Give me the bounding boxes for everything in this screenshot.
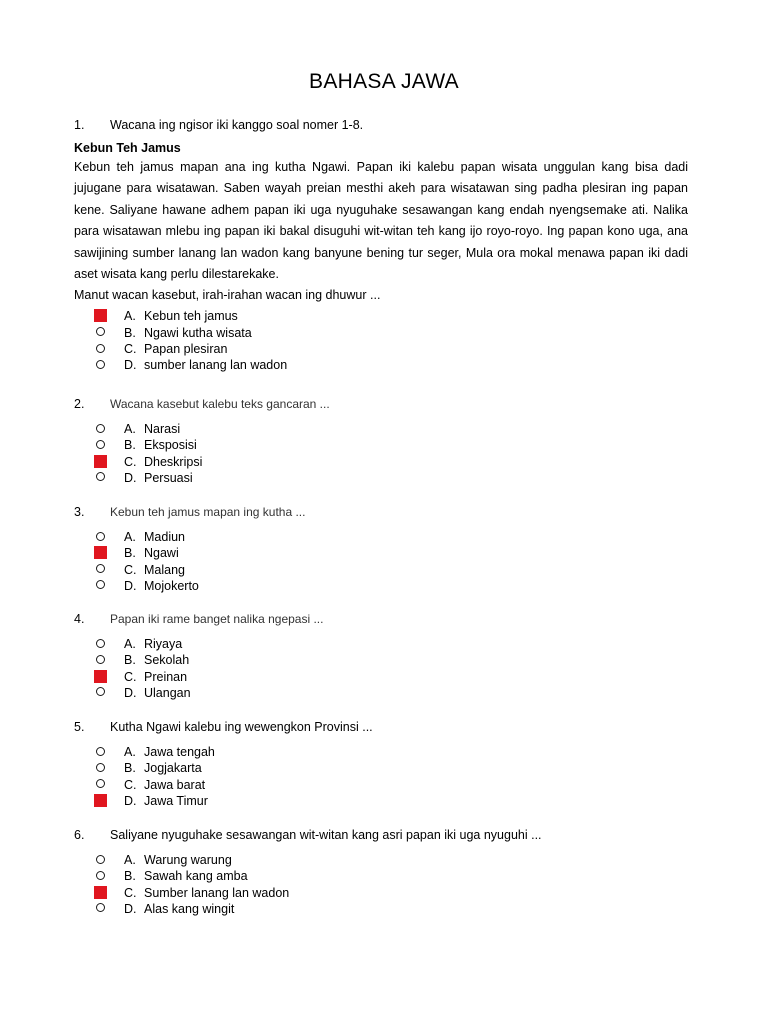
option-text: Alas kang wingit <box>144 901 235 916</box>
option-text: Warung warung <box>144 853 232 867</box>
radio-circle-icon <box>96 327 105 336</box>
answer-option[interactable] <box>74 793 688 809</box>
option-letter: B. <box>124 325 136 340</box>
option-text: Ngawi <box>144 546 179 561</box>
question-4 <box>74 612 688 701</box>
question-number: 3. <box>74 505 85 519</box>
question-header <box>74 505 688 523</box>
radio-circle-icon <box>96 472 105 481</box>
answer-option[interactable] <box>74 669 688 685</box>
question-text: Papan iki rame banget nalika ngepasi ... <box>110 612 324 626</box>
question-prompt: Manut wacan kasebut, irah-irahan wacan ing dhuwur ... <box>74 288 381 303</box>
option-letter: C. <box>124 562 137 577</box>
option-text: Kebun teh jamus <box>144 309 238 324</box>
radio-circle-icon <box>96 344 105 353</box>
question-number: 5. <box>74 720 85 734</box>
answer-option[interactable] <box>74 852 688 868</box>
radio-circle-icon <box>96 779 105 788</box>
option-letter: D. <box>124 578 137 593</box>
option-text: Persuasi <box>144 470 193 485</box>
option-text: sumber lanang lan wadon <box>144 358 288 373</box>
option-letter: D. <box>124 685 137 700</box>
selected-marker-icon <box>94 455 107 468</box>
answer-options <box>74 421 688 486</box>
radio-circle-icon <box>96 440 105 449</box>
question-2 <box>74 397 688 486</box>
radio-circle-icon <box>96 532 105 541</box>
option-text: Malang <box>144 562 185 577</box>
radio-circle-icon <box>96 639 105 648</box>
radio-circle-icon <box>96 871 105 880</box>
option-text: Ulangan <box>144 685 191 700</box>
option-letter: A. <box>124 309 136 324</box>
answer-option[interactable] <box>74 744 688 760</box>
option-letter: D. <box>124 470 137 485</box>
option-text: Riyaya <box>144 637 183 651</box>
passage-title: Kebun Teh Jamus <box>74 141 181 155</box>
option-letter: D. <box>124 793 137 808</box>
answer-option[interactable] <box>74 437 688 453</box>
answer-option[interactable] <box>74 454 688 470</box>
page-title: BAHASA JAWA <box>309 70 459 93</box>
option-letter: B. <box>124 761 136 776</box>
question-6 <box>74 828 688 917</box>
option-letter: C. <box>124 342 137 357</box>
answer-option[interactable] <box>74 562 688 578</box>
question-text: Saliyane nyuguhake sesawangan wit-witan kang asri papan iki uga nyuguhi ... <box>110 828 542 842</box>
answer-option[interactable] <box>74 885 688 901</box>
radio-circle-icon <box>96 580 105 589</box>
question-number: 6. <box>74 828 85 842</box>
option-letter: C. <box>124 454 137 469</box>
option-letter: C. <box>124 777 137 792</box>
option-letter: B. <box>124 438 136 453</box>
answer-option[interactable] <box>74 901 688 917</box>
question-header <box>74 118 688 136</box>
selected-marker-icon <box>94 794 107 807</box>
question-1 <box>74 118 688 374</box>
question-5 <box>74 720 688 809</box>
radio-circle-icon <box>96 747 105 756</box>
question-header <box>74 612 688 630</box>
answer-option[interactable] <box>74 341 688 357</box>
answer-option[interactable] <box>74 636 688 652</box>
option-letter: A. <box>124 422 136 436</box>
option-letter: C. <box>124 669 137 684</box>
option-text: Dheskripsi <box>144 454 203 469</box>
option-text: Sawah kang amba <box>144 869 248 884</box>
option-letter: A. <box>124 853 136 867</box>
answer-option[interactable] <box>74 777 688 793</box>
option-text: Mojokerto <box>144 578 199 593</box>
answer-option[interactable] <box>74 578 688 594</box>
question-text: Kutha Ngawi kalebu ing wewengkon Provinsi ... <box>110 720 373 734</box>
question-number: 2. <box>74 397 85 411</box>
question-text: Wacana ing ngisor iki kanggo soal nomer 1-8. <box>110 118 364 132</box>
passage-text: Kebun teh jamus mapan ana ing kutha Ngawi. Papan iki kalebu papan wisata unggulan kang bisa dadi jujugane para wisatawan. Saben wayah preian mesthi akeh para wisatawan sing padha plesiran ing papan kene. Saliyane hawane adhem papan iki uga nyuguhake sesawangan kang endah nyengsemake ati. Nalika para wisatawan mlebu ing papan iki bakal disuguhi wit-witan teh kang ijo royo-royo. Ing papan kono uga, ana sawijining sumber lanang lan wadon kang banyune bening tur seger, Mula ora mokal menawa papan iki dadi aset wisata kang perlu dilestarekake. <box>74 160 688 282</box>
option-text: Jawa barat <box>144 777 206 792</box>
answer-option[interactable] <box>74 545 688 561</box>
answer-options <box>74 744 688 809</box>
answer-option[interactable] <box>74 685 688 701</box>
option-letter: A. <box>124 637 136 651</box>
question-header <box>74 720 688 738</box>
option-text: Eksposisi <box>144 438 197 453</box>
answer-option[interactable] <box>74 470 688 486</box>
answer-option[interactable] <box>74 421 688 437</box>
selected-marker-icon <box>94 670 107 683</box>
answer-option[interactable] <box>74 325 688 341</box>
question-number: 1. <box>74 118 85 132</box>
answer-option[interactable] <box>74 308 688 324</box>
answer-options <box>74 636 688 701</box>
radio-circle-icon <box>96 763 105 772</box>
option-text: Jogjakarta <box>144 761 202 776</box>
answer-options <box>74 308 688 373</box>
radio-circle-icon <box>96 564 105 573</box>
radio-circle-icon <box>96 855 105 864</box>
radio-circle-icon <box>96 655 105 664</box>
answer-options <box>74 529 688 594</box>
option-text: Preinan <box>144 669 188 684</box>
question-text: Kebun teh jamus mapan ing kutha ... <box>110 505 306 519</box>
radio-circle-icon <box>96 903 105 912</box>
answer-option[interactable] <box>74 652 688 668</box>
answer-option[interactable] <box>74 529 688 545</box>
option-letter: B. <box>124 546 136 561</box>
option-letter: A. <box>124 530 136 544</box>
option-text: Jawa tengah <box>144 745 215 759</box>
answer-option[interactable] <box>74 760 688 776</box>
answer-option[interactable] <box>74 868 688 884</box>
question-text: Wacana kasebut kalebu teks gancaran ... <box>110 397 330 411</box>
option-letter: B. <box>124 869 136 884</box>
selected-marker-icon <box>94 886 107 899</box>
question-header <box>74 397 688 415</box>
option-letter: C. <box>124 885 137 900</box>
option-letter: D. <box>124 358 137 373</box>
question-header <box>74 828 688 846</box>
radio-circle-icon <box>96 360 105 369</box>
question-number: 4. <box>74 612 85 626</box>
option-text: Ngawi kutha wisata <box>144 325 252 340</box>
option-text: Madiun <box>144 530 185 544</box>
selected-marker-icon <box>94 546 107 559</box>
question-3 <box>74 505 688 594</box>
option-text: Papan plesiran <box>144 342 228 357</box>
option-text: Sumber lanang lan wadon <box>144 885 290 900</box>
option-letter: B. <box>124 653 136 668</box>
answer-options <box>74 852 688 917</box>
option-text: Jawa Timur <box>144 793 208 808</box>
answer-option[interactable] <box>74 357 688 373</box>
option-text: Narasi <box>144 422 181 436</box>
selected-marker-icon <box>94 309 107 322</box>
option-text: Sekolah <box>144 653 190 668</box>
option-letter: A. <box>124 745 136 759</box>
option-letter: D. <box>124 901 137 916</box>
radio-circle-icon <box>96 424 105 433</box>
radio-circle-icon <box>96 687 105 696</box>
